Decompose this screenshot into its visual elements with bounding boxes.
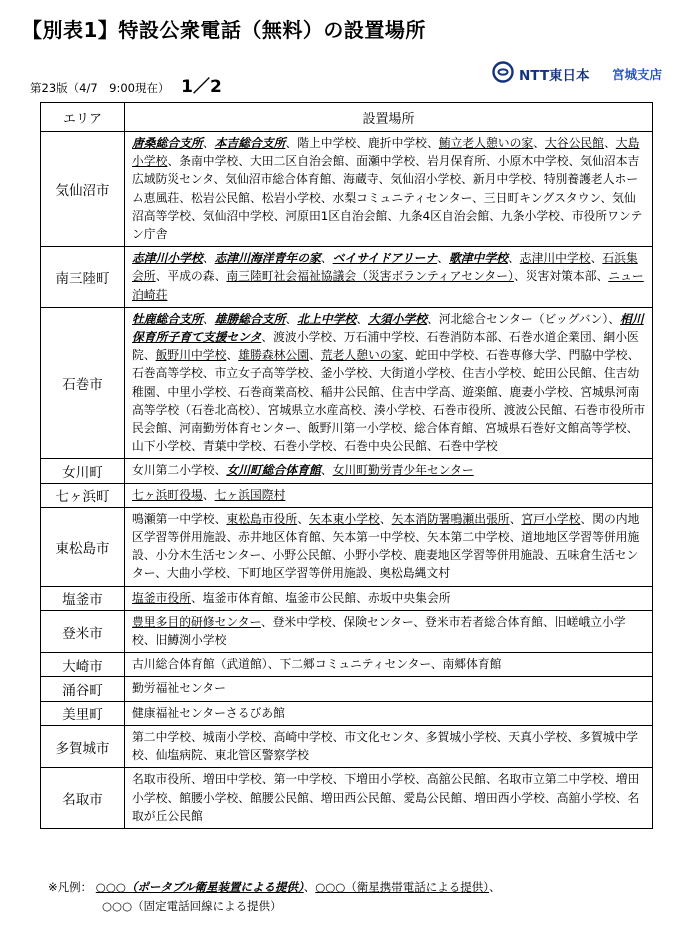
- table-row: [41, 586, 653, 610]
- locations-table: [40, 102, 653, 829]
- site-satellite-phone: 塩釜市役所: [132, 590, 191, 605]
- places-cell: [125, 507, 653, 586]
- site-satellite-phone: 矢本東小学校: [309, 511, 380, 526]
- site-fixed-line: 、塩釜市体育館、塩釜市公民館、赤坂中央集会所: [191, 590, 451, 605]
- site-fixed-line: 、階上中学校、鹿折中学校、: [285, 136, 439, 150]
- area-cell: 気仙沼市: [41, 132, 125, 247]
- site-fixed-line: 、: [202, 311, 215, 326]
- area-cell: 美里町: [41, 701, 125, 725]
- area-cell: 大崎市: [41, 653, 125, 677]
- legend-separator: 、: [489, 880, 501, 894]
- places-cell: [125, 677, 653, 701]
- legend-satellite: ○○○（衛星携帯電話による提供）: [315, 880, 490, 894]
- site-fixed-line: 、: [379, 511, 392, 526]
- site-fixed-line: 、: [509, 511, 522, 526]
- site-portable-satellite: 大須小学校: [368, 311, 428, 326]
- places-cell: [125, 586, 653, 610]
- site-fixed-line: 、: [356, 311, 369, 326]
- places-cell: [125, 307, 653, 459]
- site-fixed-line: 、: [507, 251, 520, 266]
- site-fixed-line: 、: [320, 251, 333, 266]
- places-cell: [125, 768, 653, 829]
- places-cell: [125, 247, 653, 308]
- places-cell: [125, 459, 653, 483]
- legend-separator: 、: [303, 880, 316, 894]
- header-places: 設置場所: [125, 103, 653, 132]
- places-cell: [125, 725, 653, 767]
- site-fixed-line: 、蛇田中学校、石巻専修大学、門脇中学校、石巻高等学校、市立女子高等学校、釜小学校、大街道小学校、住吉小学校、蛇田公民館、住吉幼稚園、中里小学校、石巻商業高校、稲井公民館、住吉中学高、遊楽館、鹿妻小学校、宮城県河南高等学校（石巻北高校）、宮城県立水産高校、湊小学校、石巻市役所、渡波公民館、石巻市役所市民会館、河南勤労体育センター、飯野川第一小学校、総合体育館、宮城県石巻好文館高等学校、山下小学校、青葉中学校、石巻小学校、石巻中央公民館、石巻中学校: [132, 348, 646, 454]
- legend-prefix: ※凡例：: [48, 880, 93, 894]
- site-portable-satellite: 志津川海洋青年の家: [214, 251, 321, 266]
- site-satellite-phone: 雄勝森林公園: [238, 348, 310, 363]
- site-fixed-line: 、関の内地区学習等併用施設、赤井地区体育館、矢本第一中学校、矢本第二中学校、道地地区学習等併用施設、小分木生活センター、小野公民館、小野小学校、鹿妻地区学習等併用施設、五味倉生活センター、大曲小学校、下町地区学習等併用施設、奥松島縄文村: [132, 511, 640, 581]
- site-satellite-phone: 豊里多目的研修センター: [132, 614, 261, 629]
- table-row: [41, 459, 653, 483]
- places-cell: [125, 610, 653, 652]
- area-cell: 名取市: [41, 768, 125, 829]
- area-cell: 涌谷町: [41, 677, 125, 701]
- area-cell: 登米市: [41, 610, 125, 652]
- edition-label: 第23版（4/7 9:00現在）: [30, 81, 170, 95]
- site-satellite-phone: 矢本消防署鳴瀬出張所: [391, 511, 510, 526]
- table-row: [41, 307, 653, 459]
- table-row: [41, 483, 653, 507]
- site-satellite-phone: 南三陸町社会福祉協議会（災害ボランティアセンター）: [226, 269, 514, 284]
- site-fixed-line: 健康福祉センターさるびあ館: [132, 705, 285, 720]
- area-cell: 東松島市: [41, 507, 125, 586]
- company-name: NTT東日本: [519, 68, 590, 84]
- site-fixed-line: 鳴瀬第一中学校、: [132, 511, 227, 526]
- area-cell: 石巻市: [41, 307, 125, 459]
- site-fixed-line: 、: [590, 251, 603, 266]
- site-portable-satellite: 本吉総合支所: [214, 136, 286, 150]
- table-row: [41, 677, 653, 701]
- area-cell: 塩釜市: [41, 586, 125, 610]
- site-portable-satellite: 牡鹿総合支所: [132, 311, 203, 326]
- site-satellite-phone: 荒老人憩いの家: [320, 348, 404, 363]
- site-fixed-line: 、登米中学校、保険センター、登米市若者総合体育館、旧嵯峨立小学校、旧鱒渕小学校: [132, 614, 626, 648]
- site-fixed-line: 第二中学校、城南小学校、高崎中学校、市文化センタ、多賀城小学校、天真小学校、多賀城中学校、仙塩病院、東北管区警察学校: [132, 729, 639, 763]
- table-header-row: [41, 103, 653, 132]
- table-row: [41, 507, 653, 586]
- legend-row-2: [48, 897, 501, 916]
- site-satellite-phone: 石浜集会所: [132, 251, 638, 284]
- site-portable-satellite: 雄勝総合支所: [214, 311, 286, 326]
- site-satellite-phone: 大島小学校: [132, 136, 640, 169]
- header-area: エリア: [41, 103, 125, 132]
- page-number: 1／2: [181, 77, 222, 97]
- area-cell: 七ヶ浜町: [41, 483, 125, 507]
- brand: [492, 61, 672, 85]
- site-fixed-line: 、: [533, 136, 545, 150]
- site-portable-satellite: 唐桑総合支所: [132, 136, 203, 150]
- ntt-logo-icon: [492, 61, 514, 83]
- table-row: [41, 701, 653, 725]
- places-cell: [125, 483, 653, 507]
- site-satellite-phone: 鮪立老人憩いの家: [438, 136, 534, 150]
- site-satellite-phone: 宮戸小学校: [521, 511, 581, 526]
- site-portable-satellite: 北上中学校: [297, 311, 357, 326]
- table-row: [41, 132, 653, 247]
- legend-fixed: ○○○（固定電話回線による提供）: [102, 899, 282, 913]
- site-portable-satellite: 志津川小学校: [132, 251, 203, 266]
- site-fixed-line: 、平成の森、: [155, 269, 227, 284]
- table-row: [41, 247, 653, 308]
- site-portable-satellite: 女川町総合体育館: [226, 463, 321, 478]
- site-portable-satellite: 相川保育所子育て支援センタ: [132, 311, 644, 345]
- site-fixed-line: 、: [226, 348, 239, 363]
- site-satellite-phone: 飯野川中学校: [155, 348, 227, 363]
- table-row: [41, 653, 653, 677]
- site-fixed-line: 、河北総合センター（ビッグバン）、: [427, 311, 621, 326]
- site-fixed-line: 、: [285, 311, 298, 326]
- site-satellite-phone: 七ヶ浜国際村: [214, 487, 286, 502]
- page-title: 【別表1】特設公衆電話（無料）の設置場所: [22, 18, 426, 42]
- site-fixed-line: 、: [297, 511, 309, 526]
- site-fixed-line: 、: [202, 251, 215, 266]
- site-fixed-line: 、: [202, 136, 215, 150]
- site-satellite-phone: 東松島市役所: [226, 511, 298, 526]
- edition-info: [30, 72, 222, 97]
- site-fixed-line: 勤労福祉センター: [132, 681, 226, 696]
- legend-row-1: [48, 878, 501, 897]
- site-fixed-line: 、災害対策本部、: [513, 269, 609, 284]
- site-satellite-phone: 大谷公民館: [544, 136, 604, 150]
- site-satellite-phone: 七ヶ浜町役場: [132, 487, 203, 502]
- site-fixed-line: 、: [309, 348, 321, 363]
- table-row: [41, 725, 653, 767]
- branch-name: 宮城支店: [612, 67, 663, 82]
- site-fixed-line: 、: [202, 487, 215, 502]
- places-cell: [125, 701, 653, 725]
- area-cell: 多賀城市: [41, 725, 125, 767]
- site-portable-satellite: ベイサイドアリーナ: [332, 251, 438, 266]
- site-fixed-line: 、: [437, 251, 449, 266]
- legend-portable: ○○○（ポータブル衛星装置による提供）: [95, 880, 304, 894]
- site-fixed-line: 、: [603, 136, 616, 150]
- site-fixed-line: 、渡波小学校、万石浦中学校、石巻消防本部、石巻水道企業団、網小医院、: [132, 330, 639, 363]
- area-cell: 女川町: [41, 459, 125, 483]
- site-fixed-line: 、条南中学校、大田二区自治会館、面瀬中学校、岩月保育所、小原木中学校、気仙沼本吉広域防災センタ、気仙沼市総合体育館、海蔵寺、気仙沼小学校、新月中学校、特別養護老人ホーム恵風荘、松岩公民館、松岩小学校、水梨コミュニティセンター、三日町キングスタウン、気仙沼高等学校、気仙沼中学校、河原田1区自治会館、九条4区自治会館、九条小学校、市役所ワンテン庁舎: [132, 154, 643, 242]
- site-fixed-line: 古川総合体育館（武道館）、下二郷コミュニティセンター、南郷体育館: [132, 657, 502, 672]
- site-satellite-phone: 志津川中学校: [519, 251, 591, 266]
- places-cell: [125, 132, 653, 247]
- area-cell: 南三陸町: [41, 247, 125, 308]
- site-fixed-line: 女川第二小学校、: [132, 463, 227, 478]
- site-fixed-line: 、: [320, 463, 333, 478]
- table-row: [41, 610, 653, 652]
- places-cell: [125, 653, 653, 677]
- site-fixed-line: 名取市役所、増田中学校、第一中学校、下増田小学校、高舘公民館、名取市立第二中学校、増田小学校、館腰小学校、館腰公民館、増田西公民館、愛島公民館、増田西小学校、高舘小学校、名取が丘公民館: [132, 772, 640, 823]
- table-row: [41, 768, 653, 829]
- site-satellite-phone: ニュー泊崎荘: [132, 269, 644, 302]
- site-satellite-phone: 女川町勤労青少年センター: [332, 463, 474, 478]
- site-portable-satellite: 歌津中学校: [448, 251, 508, 266]
- legend: [48, 878, 501, 916]
